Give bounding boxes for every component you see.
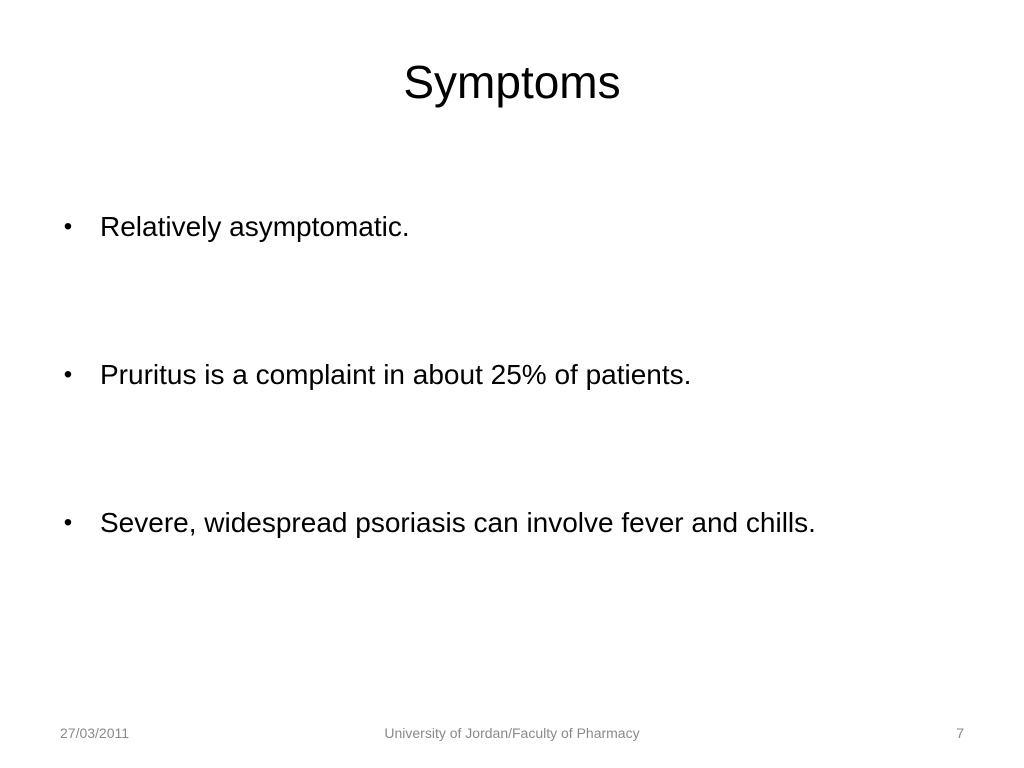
footer-page-number: 7	[956, 725, 964, 741]
footer-institution: University of Jordan/Faculty of Pharmacy	[384, 725, 640, 741]
bullet-dot-icon: •	[63, 509, 73, 536]
bullet-item	[58, 353, 978, 397]
bullet-list	[58, 205, 978, 545]
bullet-dot-icon: •	[63, 361, 73, 388]
bullet-text: Relatively asymptomatic.	[100, 211, 410, 242]
slide-title: Symptoms	[403, 56, 621, 108]
bullet-text: Pruritus is a complaint in about 25% of patients.	[100, 359, 692, 390]
bullet-text: Severe, widespread psoriasis can involve fever and chills.	[100, 507, 816, 538]
bullet-dot-icon: •	[63, 213, 73, 240]
footer-date: 27/03/2011	[60, 725, 130, 741]
bullet-item	[58, 205, 978, 249]
bullet-item	[58, 501, 978, 545]
